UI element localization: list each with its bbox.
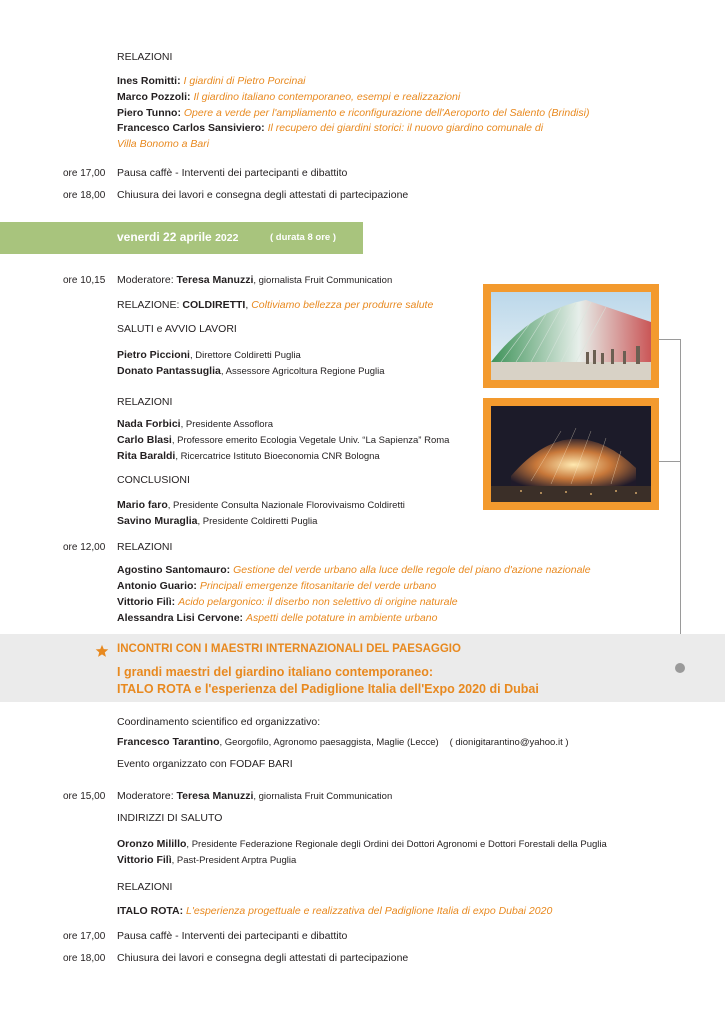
- relazione-title: Coltiviamo bellezza per produrre salute: [251, 299, 434, 311]
- talk-line: [117, 107, 589, 119]
- pavilion-photo-exterior: [483, 284, 659, 388]
- moderator-line: [117, 274, 392, 286]
- person-role: , Presidente Assoflora: [180, 419, 274, 430]
- speaker-name: Antonio Guario:: [117, 580, 197, 592]
- person-role: , Professore emerito Ecologia Vegetale Univ. “La Sapienza” Roma: [171, 435, 450, 446]
- time-label: ore 18,00: [63, 190, 106, 201]
- relazioni-label: RELAZIONI: [117, 881, 173, 893]
- person-role: , Presidente Federazione Regionale degli Ordini dei Dottori Agronomi e Dottori Forestali della Puglia: [186, 839, 607, 850]
- speaker-name: ITALO ROTA:: [117, 905, 184, 917]
- person-name: Rita Baraldi: [117, 450, 176, 462]
- moderator-role: , giornalista Fruit Communication: [253, 275, 393, 286]
- time-label: ore 15,00: [63, 791, 106, 802]
- connector-line: [680, 339, 681, 667]
- coord-line: [117, 736, 569, 748]
- time-label: ore 18,00: [63, 953, 106, 964]
- moderator-label: Moderatore:: [117, 274, 174, 286]
- talk-title: Il recupero dei giardini storici: il nuovo giardino comunale di: [267, 122, 544, 134]
- person-line: [117, 349, 301, 361]
- person-line: [117, 838, 607, 850]
- person-role: , Assessore Agricoltura Regione Puglia: [220, 366, 385, 377]
- talk-title: I giardini di Pietro Porcinai: [183, 75, 306, 87]
- moderator-label: Moderatore:: [117, 790, 174, 802]
- person-role: , Presidente Coldiretti Puglia: [197, 516, 318, 527]
- relazione-org: COLDIRETTI: [182, 299, 246, 311]
- person-name: Donato Pantassuglia: [117, 365, 221, 377]
- connector-line: [659, 461, 680, 462]
- moderator-line: [117, 790, 392, 802]
- intl-subtitle-2: [117, 682, 539, 696]
- moderator-name: Teresa Manuzzi: [176, 790, 254, 802]
- intl-subtitle: I grandi maestri del giardino italiano contemporaneo:: [117, 665, 434, 679]
- chiusura-text: Chiusura dei lavori e consegna degli attestati di partecipazione: [117, 189, 409, 201]
- person-name: Carlo Blasi: [117, 434, 172, 446]
- talk-title-continuation: Villa Bonomo a Bari: [117, 138, 210, 150]
- person-line: [117, 499, 405, 511]
- conclusioni-label: CONCLUSIONI: [117, 474, 190, 486]
- star-icon: [95, 644, 109, 658]
- intl-heading: INCONTRI CON I MAESTRI INTERNAZIONALI DEL PAESAGGIO: [117, 643, 461, 655]
- pausa-text: Pausa caffè - Interventi dei partecipanti e dibattito: [117, 167, 348, 179]
- coord-name: Francesco Tarantino: [117, 736, 220, 748]
- speaker-name: Vittorio Filì:: [117, 596, 176, 608]
- pavilion-exterior-image: [491, 292, 651, 380]
- person-line: [117, 854, 296, 866]
- speaker-name: Marco Pozzoli:: [117, 91, 191, 103]
- coord-email: ( dionigitarantino@yahoo.it ): [449, 737, 569, 748]
- person-role: , Direttore Coldiretti Puglia: [189, 350, 301, 361]
- time-label: ore 17,00: [63, 168, 106, 179]
- organizer-text: Evento organizzato con FODAF BARI: [117, 758, 293, 770]
- talk-title: Acido pelargonico: il diserbo non selettivo di origine naturale: [178, 596, 458, 608]
- person-role: , Presidente Consulta Nazionale Florovivaismo Coldiretti: [167, 500, 405, 511]
- intl-subtitle-rest: e l'esperienza del Padiglione Italia dell'Expo 2020 di Dubai: [191, 682, 539, 696]
- relazioni-label: RELAZIONI: [117, 51, 173, 63]
- person-line: [117, 515, 317, 527]
- day-year: 2022: [215, 232, 239, 244]
- person-name: Vittorio Filì: [117, 854, 172, 866]
- talk-title: L'esperienza progettuale e realizzativa del Padiglione Italia di expo Dubai 2020: [186, 905, 553, 917]
- connector-dot: [675, 663, 685, 673]
- person-role: , Past-President Arptra Puglia: [171, 855, 297, 866]
- talk-line: [117, 91, 460, 103]
- day-date: [117, 230, 238, 244]
- talk-title: Opere a verde per l'ampliamento e riconfigurazione dell'Aeroporto del Salento (Brindisi): [183, 107, 590, 119]
- talk-line: [117, 75, 306, 87]
- person-name: Mario faro: [117, 499, 168, 511]
- chiusura-text: Chiusura dei lavori e consegna degli attestati di partecipazione: [117, 952, 409, 964]
- talk-title: Aspetti delle potature in ambiente urbano: [245, 612, 438, 624]
- person-line: [117, 434, 449, 446]
- time-label: ore 10,15: [63, 275, 106, 286]
- day-duration: ( durata 8 ore ): [270, 232, 336, 243]
- pavilion-photo-night: [483, 398, 659, 510]
- day-banner: [0, 222, 363, 254]
- person-name: Oronzo Milillo: [117, 838, 187, 850]
- talk-line: [117, 596, 458, 608]
- speaker-name: Piero Tunno:: [117, 107, 181, 119]
- talk-title: Il giardino italiano contemporaneo, esempi e realizzazioni: [193, 91, 461, 103]
- speaker-name: Francesco Carlos Sansiviero:: [117, 122, 265, 134]
- talk-line: [117, 580, 436, 592]
- pausa-text: Pausa caffè - Interventi dei partecipanti e dibattito: [117, 930, 348, 942]
- speaker-name: Ines Romitti:: [117, 75, 181, 87]
- time-label: ore 12,00: [63, 542, 106, 553]
- connector-line: [659, 339, 680, 340]
- saluti-label: SALUTI e AVVIO LAVORI: [117, 323, 237, 335]
- relazione-label: RELAZIONE:: [117, 299, 180, 311]
- moderator-name: Teresa Manuzzi: [176, 274, 254, 286]
- day-label: venerdi 22 aprile: [117, 230, 212, 244]
- person-line: [117, 450, 380, 462]
- person-line: [117, 418, 273, 430]
- italo-rota-name: ITALO ROTA: [117, 682, 192, 696]
- relazione-line: RELAZIONE: COLDIRETTI, Coltiviamo bellezza per produrre salute: [117, 299, 434, 311]
- person-name: Savino Muraglia: [117, 515, 198, 527]
- coord-label: Coordinamento scientifico ed organizzativo:: [117, 716, 321, 728]
- moderator-role: , giornalista Fruit Communication: [253, 791, 393, 802]
- talk-title: Principali emergenze fitosanitarie del verde urbano: [199, 580, 437, 592]
- speaker-name: Agostino Santomauro:: [117, 564, 231, 576]
- talk-title: Gestione del verde urbano alla luce delle regole del piano d'azione nazionale: [233, 564, 591, 576]
- pavilion-night-image: [491, 406, 651, 502]
- person-line: [117, 365, 385, 377]
- time-label: ore 17,00: [63, 931, 106, 942]
- indirizzi-label: INDIRIZZI DI SALUTO: [117, 812, 223, 824]
- person-name: Nada Forbici: [117, 418, 181, 430]
- relazioni-label: RELAZIONI: [117, 541, 173, 553]
- person-role: , Ricercatrice Istituto Bioeconomia CNR Bologna: [175, 451, 380, 462]
- talk-line: [117, 564, 591, 576]
- talk-line: [117, 905, 552, 917]
- talk-line: [117, 122, 543, 134]
- intl-masters-band: [0, 634, 725, 702]
- person-name: Pietro Piccioni: [117, 349, 190, 361]
- coord-role: , Georgofilo, Agronomo paesaggista, Maglie (Lecce): [219, 737, 439, 748]
- speaker-name: Alessandra Lisi Cervone:: [117, 612, 244, 624]
- talk-line: [117, 612, 437, 624]
- relazioni-label: RELAZIONI: [117, 396, 173, 408]
